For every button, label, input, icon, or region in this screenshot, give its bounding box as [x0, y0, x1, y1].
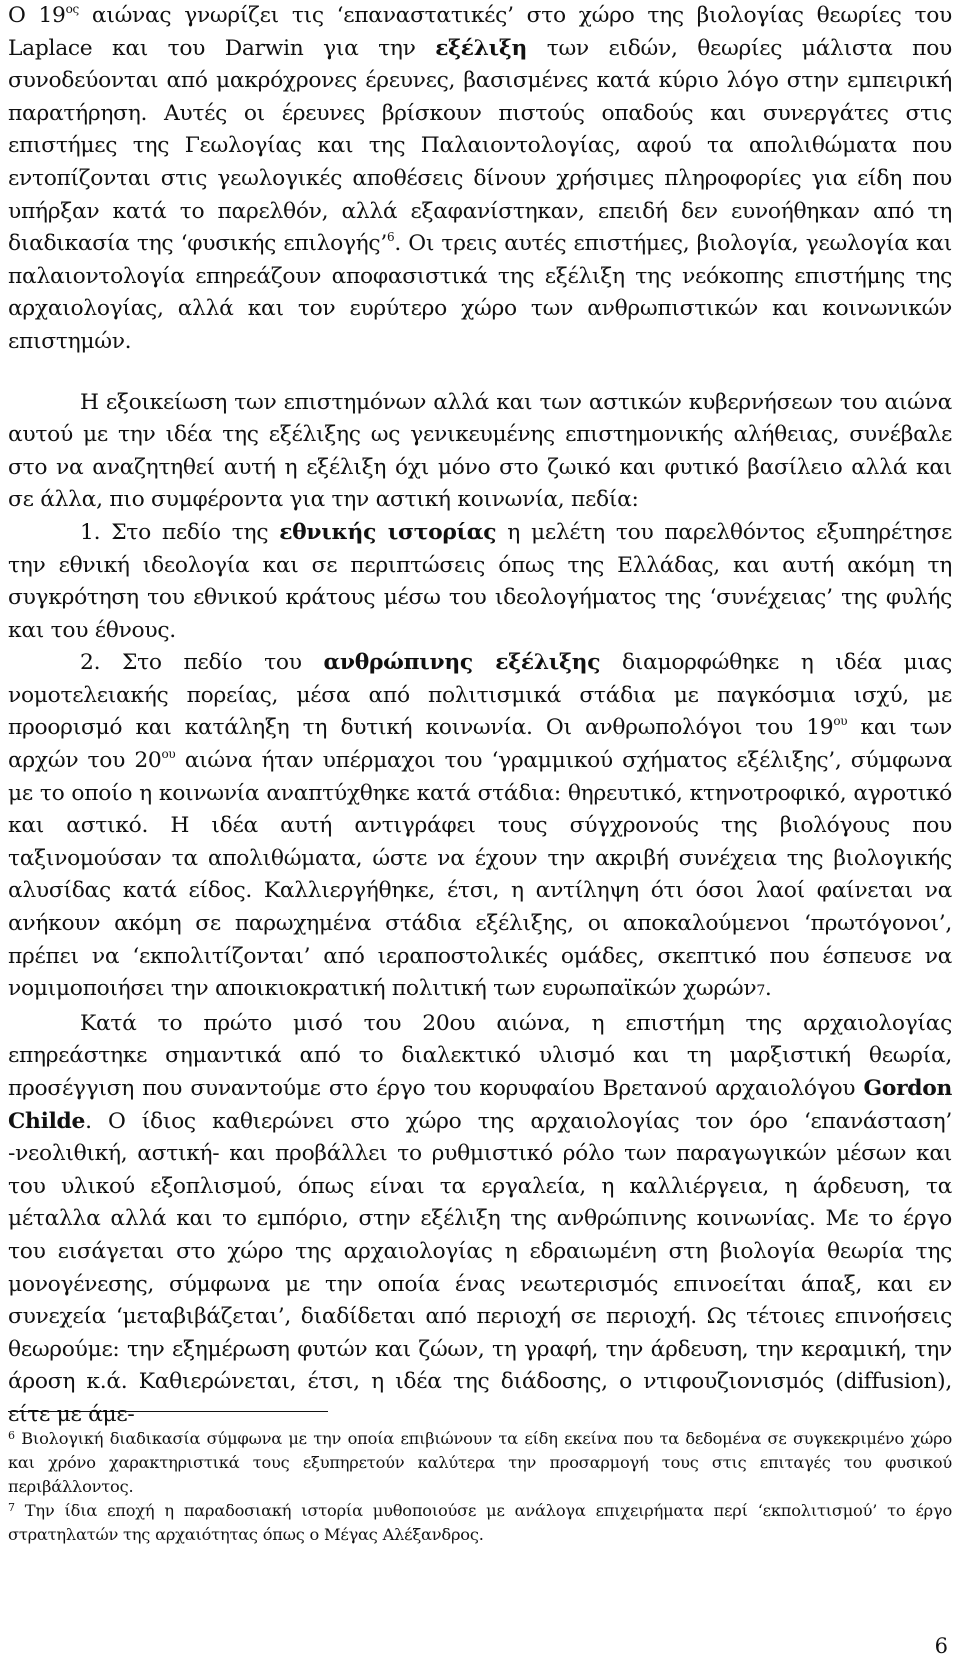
paragraph-evolution-theories: Ο $19^{o\varsigma}$ αιώνας γνωρίζει τις ‘επαναστατικές’ στο χώρο της βιολογίας θεωρίες του Laplace και του Darwin για την εξέλιξη των ειδών, θεωρίες μάλιστα που συνοδεύονται από μακρόχρονες έρευνες, βασισμένες κατά κύριο λόγο στην εμπειρική παρατήρηση. Αυτές οι έρευνες βρίσκουν πιστούς οπαδούς και συνεργάτες στις επιστήμες της Γεωλογίας και της Παλαιοντολογίας, αφού τα απολιθώματα που εντοπίζονται στις γεωλογικές αποθέσεις δίνουν χρήσιμες πληροφορίες για είδη που υπήρξαν κατά το παρελθόν, αλλά εξαφανίστηκαν, επειδή δεν ευνοήθηκαν από τη διαδικασία της ‘φυσικής επιλογής’$^6$. Οι τρεις αυτές επιστήμες, βιολογία, γεωλογία και παλαιοντολογία επηρεάζουν αποφασιστικά της εξέλιξη της νεόκοπης επιστήμης της αρχαιολογίας, αλλά και τον ευρύτερο χώρο των ανθρωπιστικών και κοινωνικών επιστημών.	[8, 2, 952, 354]
paragraph-fields-intro: Η εξοικείωση των επιστημόνων αλλά και των αστικών κυβερνήσεων του αιώνα αυτού με την ιδέα της εξέλιξης ως γενικευμένης επιστημονικής αλήθειας, συνέβαλε στο να αναζητηθεί αυτή η εξέλιξη όχι μόνο στο ζωικό και φυτικό βασίλειο αλλά και σε άλλα, πιο συμφέροντα για την αστική κοινωνία, πεδία:	[8, 389, 952, 513]
emphasis-national-history: εθνικής ιστορίας	[279, 519, 497, 545]
paragraph-national-history: 1. Στο πεδίο της εθνικής ιστορίας η μελέτη του παρελθόντος εξυπηρέτησε την εθνική ιδεολογία και σε περιπτώσεις όπως της Ελλάδας, και αυτή ακόμη τη συγκρότηση του εθνικού κράτους μέσω του ιδεολογήματος της ‘συνέχειας’ της φυλής και του έθνους.	[8, 519, 952, 643]
footnote-7: $^7$ Την ίδια εποχή η παραδοσιακή ιστορία μυθοποιούσε με ανάλογα επιχειρήματα περί ‘εκπολιτισμού’ το έργο στρατηλατών της αρχαιότητας όπως ο Μέγας Αλέξανδρος.	[8, 1501, 952, 1544]
paragraph-human-evolution: 2. Στο πεδίο του ανθρώπινης εξέλιξης διαμορφώθηκε η ιδέα μιας νομοτελειακής πορείας, μέσα από πολιτισμικά στάδια με παγκόσμια ισχύ, με προορισμό και κατάληξη τη δυτική κοινωνία. Οι ανθρωπολόγοι του $19^{o\upsilon}$ και των αρχών του $20^{o\upsilon}$ αιώνα ήταν υπέρμαχοι του ‘γραμμικού σχήματος εξέλιξης’, σύμφωνα με το οποίο η κοινωνία αναπτύχθηκε κατά στάδια: θηρευτικό, κτηνοτροφικό, αγροτικό και αστικό. Η ιδέα αυτή αντιγράφει τους σύγχρονούς της βιολόγους που ταξινομούσαν τα απολιθώματα, ώστε να έχουν την ακριβή συνέχεια της βιολογικής αλυσίδας κατά είδος. Καλλιεργήθηκε, έτσι, η αντίληψη ότι όσοι λαοί φαίνεται να ανήκουν ακόμη σε παρωχημένα στάδια εξέλιξης, οι αποκαλούμενοι ‘πρωτόγονοι’, πρέπει να ‘εκπολιτίζονται’ από ιεραποστολικές ομάδες, σκεπτικό που έσπευσε να νομιμοποιήσει την αποικιοκρατική πολιτική των ευρωπαϊκών χωρών7.	[8, 650, 952, 1002]
footnote-separator	[8, 1411, 328, 1412]
body-text	[8, 0, 952, 1432]
footnotes	[8, 1427, 952, 1547]
document-page	[8, 0, 952, 1658]
footnote-6: $^6$ Βιολογική διαδικασία σύμφωνα με την οποία επιβιώνουν τα είδη εκείνα που τα δεδομένα σε συγκεκριμένο χώρο και χρόνο χαρακτηριστικά τους εξυπηρετούν καλύτερα την προσαρμογή τους στις επιταγές του φυσικού περιβάλλοντος.	[8, 1429, 952, 1496]
paragraph-childe: Κατά το πρώτο μισό του 20ου αιώνα, η επιστήμη της αρχαιολογίας επηρεάστηκε σημαντικά από το διαλεκτικό υλισμό και τη μαρξιστική θεωρία, προσέγγιση που συναντούμε στο έργο του κορυφαίου Βρετανού αρχαιολόγου Gordon Childe. Ο ίδιος καθιερώνει στο χώρο της αρχαιολογίας τον όρο ‘επανάσταση’ -νεολιθική, αστική- και προβάλλει το ρυθμιστικό ρόλο των παραγωγικών μέσων και του υλικού εξοπλισμού, όπως είναι τα εργαλεία, η καλλιέργεια, η άρδευση, τα μέταλλα αλλά και το εμπόριο, στην εξέλιξη της ανθρώπινης κοινωνίας. Με το έργο του εισάγεται στο χώρο της αρχαιολογίας η εδραιωμένη στη βιολογία θεωρία της μονογένεσης, σύμφωνα με την οποία ένας νεωτερισμός επινοείται άπαξ, και εν συνεχεία ‘μεταβιβάζεται’, διαδίδεται από περιοχή σε περιοχή. Ως τέτοιες επινοήσεις θεωρούμε: την εξημέρωση φυτών και ζώων, τη γραφή, την άρδευση, την κεραμική, την άροση κ.ά. Καθιερώνεται, έτσι, η ιδέα της διάδοσης, ο ντιφουζιονισμός (diffusion), είτε με άμε-	[8, 1010, 952, 1427]
emphasis-gordon-childe: Gordon Childe	[8, 1076, 952, 1134]
footnote-ref-6: 6	[386, 230, 395, 245]
emphasis-human-evolution: ανθρώπινης εξέλιξης	[323, 650, 601, 676]
page-number: 6	[934, 1634, 948, 1658]
emphasis-evolution: εξέλιξη	[435, 35, 528, 61]
footnote-ref-7: 7	[756, 983, 765, 1000]
